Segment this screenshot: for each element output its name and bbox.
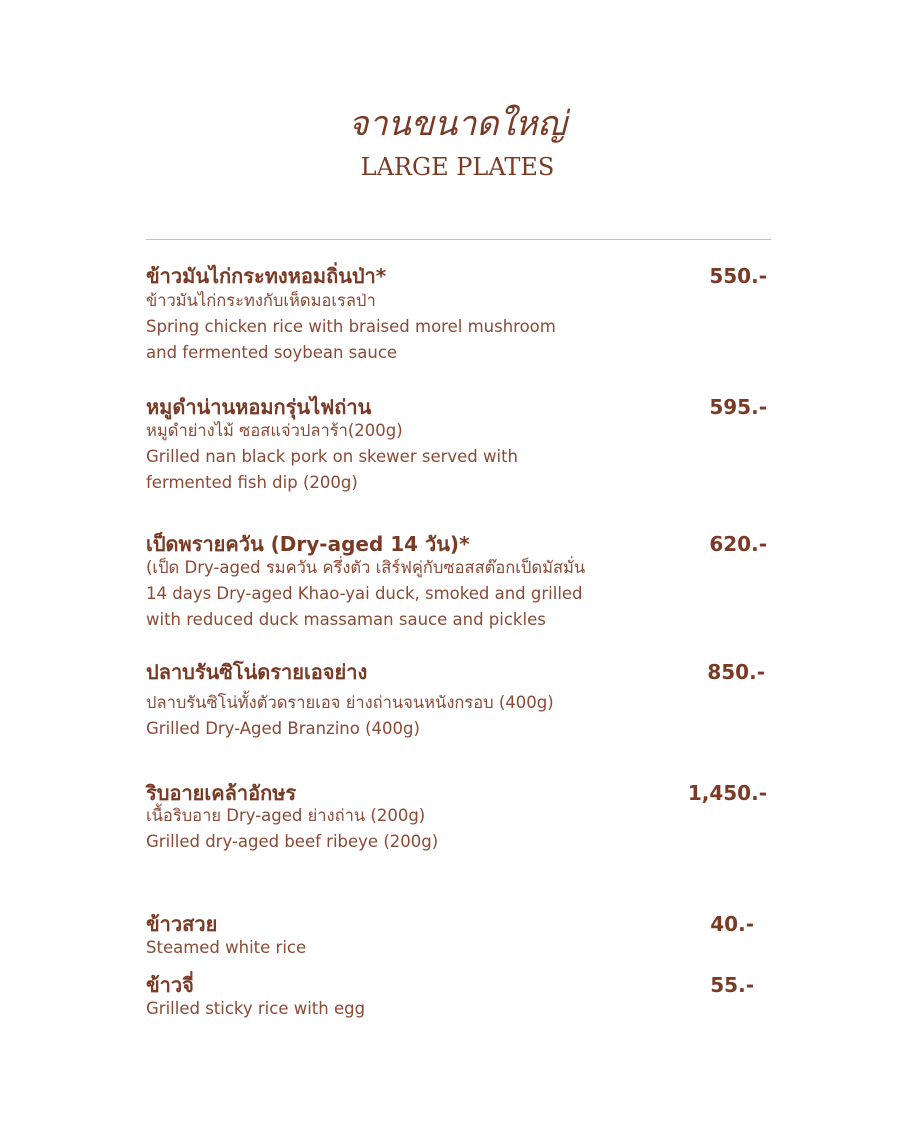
item-name: ข้าวจี่ [146,973,194,997]
description-line: ข้าวมันไก่กระทงกับเห็ดมอเรลป่า [146,291,376,310]
item-name: ริบอายเคล้าอักษร [146,781,297,805]
description-line: Steamed white rice [146,938,307,957]
description-line: Grilled nan black pork on skewer served with [146,447,519,466]
description-line: เนื้อริบอาย Dry-aged ย่างถ่าน (200g) [146,806,426,825]
item-description [146,418,706,496]
description-line: Grilled Dry-Aged Branzino (400g) [146,719,420,738]
item-description [146,288,706,366]
description-line: and fermented soybean sauce [146,343,398,362]
description-line: 14 days Dry-aged Khao-yai duck, smoked and grilled [146,584,583,603]
description-line: fermented fish dip (200g) [146,473,358,492]
item-name: ข้าวมันไก่กระทงหอมถิ่นป่า* [146,264,387,288]
item-name: ปลาบรันซิโน่ดรายเอจย่าง [146,660,368,684]
description-line: Spring chicken rice with braised morel mushroom [146,317,556,336]
description-line: Grilled sticky rice with egg [146,999,366,1018]
description-line: Grilled dry-aged beef ribeye (200g) [146,832,439,851]
item-price: 595.- [709,395,767,419]
description-line: with reduced duck massaman sauce and pickles [146,610,546,629]
item-price: 55.- [710,973,754,997]
item-price: 620.- [709,532,767,556]
description-line: หมูดำย่างไม้ ซอสแจ่วปลาร้า(200g) [146,421,403,440]
description-line: ปลาบรันซิโน่ทั้งตัวดรายเอจ ย่างถ่านจนหนังกรอบ (400g) [146,693,554,712]
item-price: 1,450.- [687,781,767,805]
section-title-english: LARGE PLATES [360,153,555,181]
item-description [146,555,706,633]
item-name: หมูดำน่านหอมกรุ่นไฟถ่าน [146,395,372,419]
item-description [146,935,706,961]
item-price: 550.- [709,264,767,288]
divider-line [146,239,771,240]
item-description [146,803,706,855]
item-name: ข้าวสวย [146,912,218,936]
item-description [146,690,706,742]
item-price: 40.- [710,912,754,936]
description-line: (เป็ด Dry-aged รมควัน ครึ่งตัว เสิร์ฟคู่กับซอสสต๊อกเป็ดมัสมั่น [146,558,586,577]
item-description [146,996,706,1022]
item-price: 850.- [707,660,765,684]
item-name: เป็ดพรายควัน (Dry-aged 14 วัน)* [146,532,470,556]
section-title-thai: จานขนาดใหญ่ [348,104,567,144]
